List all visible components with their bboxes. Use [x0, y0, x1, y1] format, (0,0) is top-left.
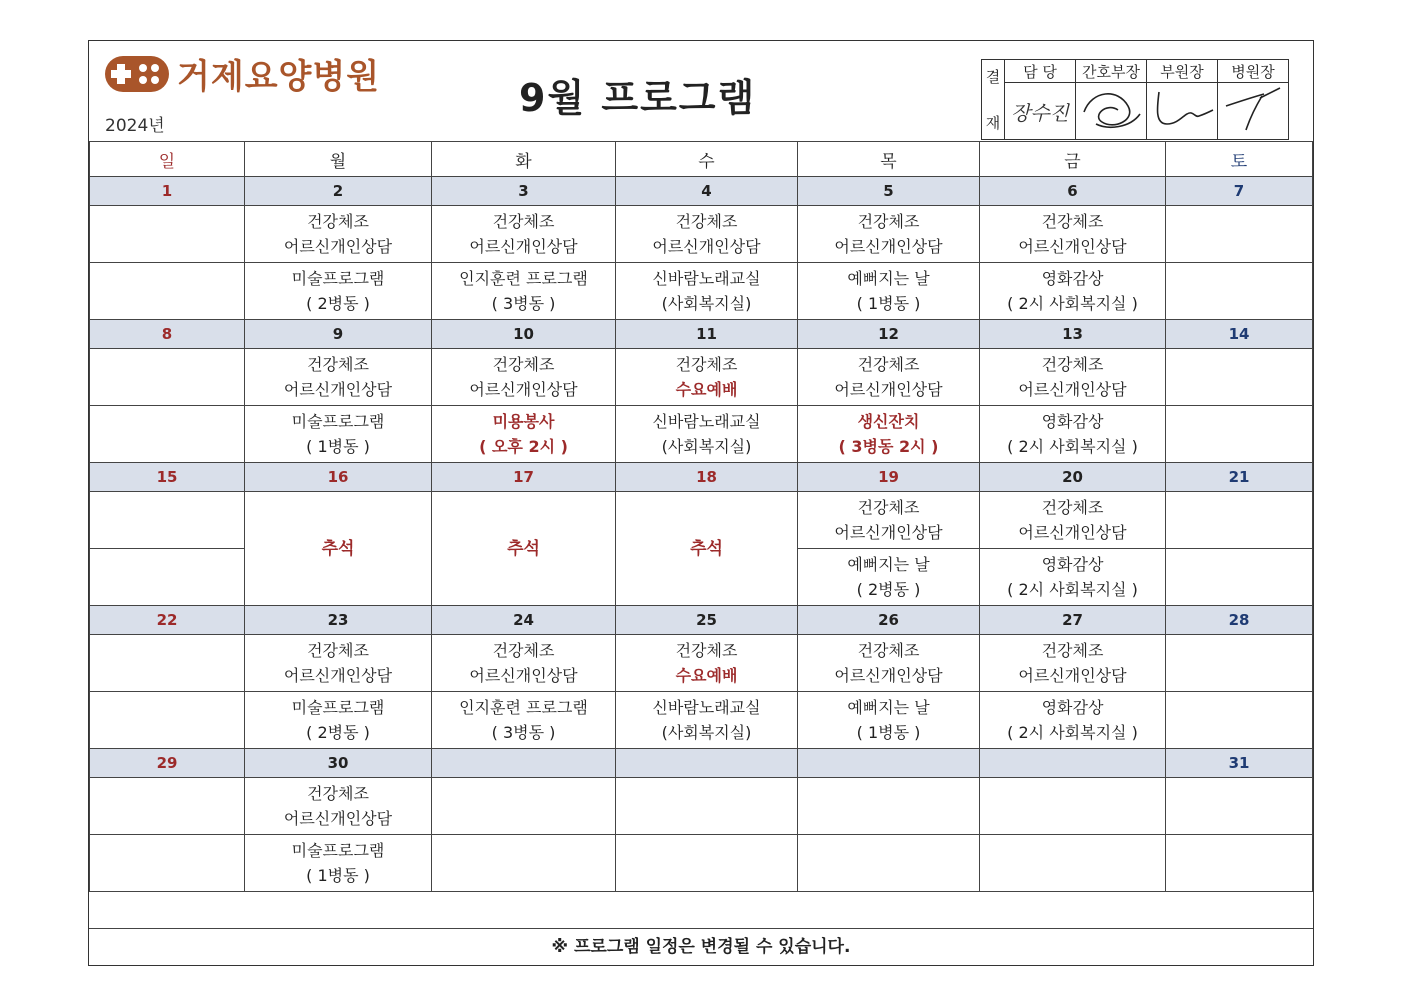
date-cell	[980, 749, 1166, 778]
program-text: 수요예배	[675, 380, 738, 399]
weekday-sat: 토	[1166, 142, 1313, 177]
program-cell	[980, 406, 1166, 463]
weekday-mon: 월	[245, 142, 432, 177]
date-row	[90, 606, 1313, 635]
cross-logo-icon	[105, 50, 169, 98]
program-text: 예뻐지는 날 ( 1병동 )	[847, 698, 930, 742]
program-cell	[798, 263, 980, 320]
program-cell	[432, 349, 616, 406]
date-cell: 13	[980, 320, 1166, 349]
date-cell: 15	[90, 463, 245, 492]
program-cell	[245, 835, 432, 892]
program-text: 건강체조 어르신개인상담	[1018, 355, 1127, 399]
hospital-logo	[105, 49, 380, 98]
program-row	[90, 635, 1313, 692]
program-cell	[245, 778, 432, 835]
date-cell: 26	[798, 606, 980, 635]
program-cell	[1166, 349, 1313, 406]
program-cell	[432, 206, 616, 263]
date-cell: 8	[90, 320, 245, 349]
year-label: 2024년	[105, 116, 165, 136]
program-cell	[245, 349, 432, 406]
program-cell	[616, 263, 798, 320]
program-cell	[980, 549, 1166, 606]
program-cell	[798, 492, 980, 549]
program-row	[90, 778, 1313, 835]
date-cell: 21	[1166, 463, 1313, 492]
role-nursing-head: 간호부장	[1076, 60, 1147, 83]
program-cell	[980, 263, 1166, 320]
program-cell	[90, 349, 245, 406]
program-cell	[798, 549, 980, 606]
program-cell	[245, 206, 432, 263]
program-cell	[1166, 263, 1313, 320]
program-text: 건강체조	[675, 355, 738, 374]
program-row	[90, 349, 1313, 406]
program-text: 영화감상 ( 2시 사회복지실 )	[1007, 698, 1138, 742]
program-cell	[1166, 635, 1313, 692]
program-cell	[616, 692, 798, 749]
page-title: 9월 프로그램	[519, 76, 757, 120]
role-staff: 담 당	[1005, 60, 1076, 83]
program-cell	[1166, 835, 1313, 892]
date-row	[90, 320, 1313, 349]
program-text: 신바람노래교실 (사회복지실)	[652, 269, 761, 313]
date-cell: 30	[245, 749, 432, 778]
date-cell: 27	[980, 606, 1166, 635]
weekday-wed: 수	[616, 142, 798, 177]
program-cell	[1166, 492, 1313, 549]
date-cell: 2	[245, 177, 432, 206]
program-cell	[1166, 692, 1313, 749]
date-cell: 20	[980, 463, 1166, 492]
program-text: 건강체조	[675, 641, 738, 660]
program-cell	[1166, 406, 1313, 463]
program-text: 미술프로그램 ( 2병동 )	[291, 269, 385, 313]
holiday-cell	[616, 492, 798, 606]
weekday-thu: 목	[798, 142, 980, 177]
program-text: 영화감상 ( 2시 사회복지실 )	[1007, 412, 1138, 456]
date-cell	[798, 749, 980, 778]
program-cell	[90, 692, 245, 749]
program-cell	[245, 263, 432, 320]
date-cell: 23	[245, 606, 432, 635]
program-text: 건강체조 어르신개인상담	[469, 355, 578, 399]
program-cell	[980, 835, 1166, 892]
program-cell	[432, 835, 616, 892]
program-cell	[432, 263, 616, 320]
program-cell	[798, 835, 980, 892]
schedule-notice: ※ 프로그램 일정은 변경될 수 있습니다.	[89, 928, 1313, 965]
program-text: 건강체조 어르신개인상담	[834, 355, 943, 399]
hospital-name: 거제요양병원	[177, 57, 381, 97]
schedule-sheet	[88, 40, 1314, 966]
approval-label: 결 재	[982, 60, 1005, 140]
date-row	[90, 463, 1313, 492]
date-cell: 17	[432, 463, 616, 492]
program-text: 영화감상 ( 2시 사회복지실 )	[1007, 269, 1138, 313]
date-cell: 3	[432, 177, 616, 206]
date-cell: 25	[616, 606, 798, 635]
program-cell	[90, 206, 245, 263]
program-text: 영화감상 ( 2시 사회복지실 )	[1007, 555, 1138, 599]
date-cell: 6	[980, 177, 1166, 206]
program-text: 건강체조 어르신개인상담	[283, 355, 393, 399]
program-text: 건강체조 어르신개인상담	[834, 641, 943, 685]
date-cell: 7	[1166, 177, 1313, 206]
weekday-header	[90, 142, 1313, 177]
date-cell: 18	[616, 463, 798, 492]
program-row	[90, 263, 1313, 320]
program-cell	[980, 635, 1166, 692]
program-cell	[432, 778, 616, 835]
date-cell: 5	[798, 177, 980, 206]
holiday-cell	[245, 492, 432, 606]
program-text: 건강체조 어르신개인상담	[469, 641, 578, 685]
program-text: 수요예배	[675, 666, 738, 685]
program-row	[90, 206, 1313, 263]
date-cell: 11	[616, 320, 798, 349]
date-cell: 9	[245, 320, 432, 349]
program-cell	[245, 406, 432, 463]
program-row	[90, 406, 1313, 463]
holiday-label: 추석	[507, 538, 540, 559]
date-cell: 22	[90, 606, 245, 635]
program-cell	[245, 635, 432, 692]
program-text: 예뻐지는 날 ( 1병동 )	[847, 269, 930, 313]
program-text: 건강체조 어르신개인상담	[652, 212, 761, 256]
date-cell: 10	[432, 320, 616, 349]
holiday-label: 추석	[321, 538, 355, 559]
program-cell	[90, 635, 245, 692]
program-cell	[90, 406, 245, 463]
date-row	[90, 177, 1313, 206]
role-director: 병원장	[1218, 60, 1289, 83]
program-text: 건강체조 어르신개인상담	[469, 212, 578, 256]
program-cell	[432, 406, 616, 463]
header	[89, 41, 1313, 141]
date-cell: 19	[798, 463, 980, 492]
program-cell	[90, 549, 245, 606]
signature-director-icon	[1218, 83, 1289, 140]
program-cell	[798, 635, 980, 692]
weekday-sun: 일	[90, 142, 245, 177]
program-cell	[90, 778, 245, 835]
program-cell	[616, 406, 798, 463]
program-text: 건강체조 어르신개인상담	[1018, 641, 1127, 685]
program-cell	[616, 635, 798, 692]
program-cell	[90, 835, 245, 892]
date-cell: 12	[798, 320, 980, 349]
program-cell	[980, 349, 1166, 406]
program-cell	[90, 492, 245, 549]
program-text: 미술프로그램 ( 1병동 )	[291, 412, 385, 456]
program-cell	[616, 778, 798, 835]
program-cell	[980, 778, 1166, 835]
program-cell	[1166, 549, 1313, 606]
program-cell	[1166, 206, 1313, 263]
date-cell: 4	[616, 177, 798, 206]
holiday-cell	[432, 492, 616, 606]
approval-box	[981, 59, 1289, 140]
program-cell	[245, 692, 432, 749]
signature-nursing-head-icon	[1076, 83, 1147, 140]
program-text: 신바람노래교실 (사회복지실)	[652, 698, 761, 742]
program-text: 건강체조 어르신개인상담	[283, 212, 393, 256]
program-cell	[980, 692, 1166, 749]
date-cell: 31	[1166, 749, 1313, 778]
program-cell	[798, 206, 980, 263]
program-text: 건강체조 어르신개인상담	[834, 212, 943, 256]
program-cell	[432, 635, 616, 692]
date-cell: 16	[245, 463, 432, 492]
date-cell: 1	[90, 177, 245, 206]
date-row	[90, 749, 1313, 778]
program-text: 미용봉사 ( 오후 2시 )	[479, 412, 568, 456]
date-cell: 29	[90, 749, 245, 778]
program-text: 인지훈련 프로그램 ( 3병동 )	[459, 269, 588, 313]
weekday-fri: 금	[980, 142, 1166, 177]
program-cell	[90, 263, 245, 320]
program-text: 건강체조 어르신개인상담	[283, 784, 393, 828]
program-text: 건강체조 어르신개인상담	[283, 641, 393, 685]
program-row	[90, 692, 1313, 749]
program-text: 예뻐지는 날 ( 2병동 )	[847, 555, 930, 599]
program-cell	[798, 406, 980, 463]
program-cell	[980, 206, 1166, 263]
program-cell	[798, 778, 980, 835]
calendar-body	[90, 177, 1313, 892]
program-row	[90, 492, 1313, 549]
program-text: 생신잔치 ( 3병동 2시 )	[838, 412, 939, 456]
weekday-tue: 화	[432, 142, 616, 177]
program-text: 인지훈련 프로그램 ( 3병동 )	[459, 698, 588, 742]
program-cell	[798, 349, 980, 406]
program-cell	[1166, 778, 1313, 835]
date-cell: 14	[1166, 320, 1313, 349]
holiday-label: 추석	[690, 538, 723, 559]
program-text: 건강체조 어르신개인상담	[1018, 498, 1127, 542]
date-cell	[432, 749, 616, 778]
program-text: 건강체조 어르신개인상담	[834, 498, 943, 542]
program-text: 미술프로그램 ( 2병동 )	[291, 698, 385, 742]
date-cell	[616, 749, 798, 778]
program-cell	[432, 692, 616, 749]
program-cell	[798, 692, 980, 749]
program-row	[90, 835, 1313, 892]
signature-staff: 장수진	[1005, 83, 1076, 140]
calendar-table	[89, 141, 1313, 892]
signature-vice-director-icon	[1147, 83, 1218, 140]
date-cell: 28	[1166, 606, 1313, 635]
program-text: 신바람노래교실 (사회복지실)	[652, 412, 761, 456]
program-cell	[616, 835, 798, 892]
program-cell	[980, 492, 1166, 549]
date-cell: 24	[432, 606, 616, 635]
role-vice-director: 부원장	[1147, 60, 1218, 83]
program-text: 건강체조 어르신개인상담	[1018, 212, 1127, 256]
program-cell	[616, 349, 798, 406]
program-text: 미술프로그램 ( 1병동 )	[291, 841, 385, 885]
program-cell	[616, 206, 798, 263]
